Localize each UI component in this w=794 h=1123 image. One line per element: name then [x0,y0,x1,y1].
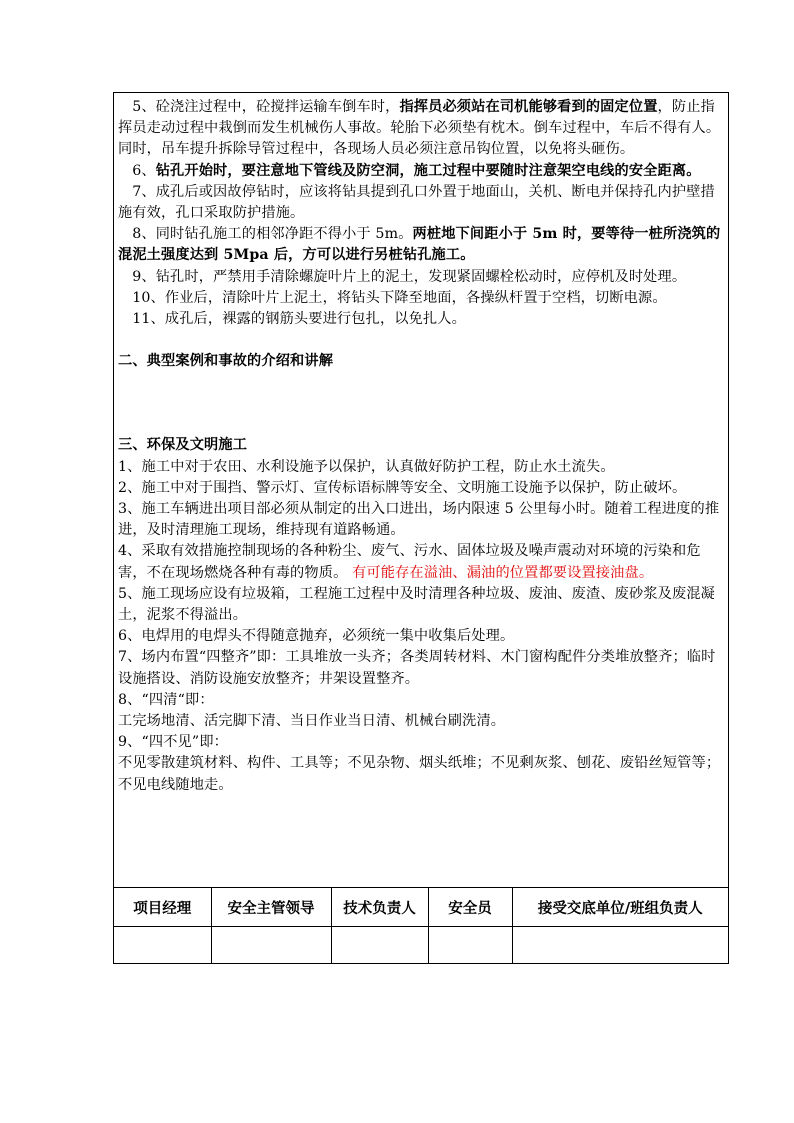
rule-9: 9、钻孔时，严禁用手清除螺旋叶片上的泥土，发现紧固螺栓松动时，应停机及时处理。 [132,268,687,285]
env-item-9-title: 9、“四不见”即： [118,734,229,751]
env-item-7: 7、场内布置“四整齐”即：工具堆放一头齐；各类周转材料、木门窗构配件分类堆放整齐；临时设施搭设、消防设施安放整齐；井架设置整齐。 [118,649,716,687]
signature-cell[interactable] [114,927,211,965]
spacer [118,330,725,351]
spacer [118,372,725,435]
env-item-9-detail: 不见零散建筑材料、构件、工具等；不见杂物、烟头纸堆；不见剩灰浆、刨花、废铅丝短管等；不见电线随地走。 [118,755,721,793]
section-3-title: 三、环保及文明施工 [118,437,248,454]
header-safety-supervisor: 安全主管领导 [211,888,331,927]
document-frame [113,92,729,964]
env-item-2: 2、施工中对于围挡、警示灯、宣传标语标牌等安全、文明施工设施予以保护，防止破坏。 [118,479,687,496]
header-technical-lead: 技术负责人 [331,888,428,927]
section-2-title: 二、典型案例和事故的介绍和讲解 [118,353,334,370]
oil-tray-warning: 有可能存在溢油、漏油的位置都要设置接油盘。 [347,564,654,581]
env-item-6: 6、电焊用的电焊头不得随意抛弃，必须统一集中收集后处理。 [118,628,515,645]
env-item-4: 4、采取有效措施控制现场的各种粉尘、废气、污水、固体垃圾及噪声震动对环境的污染和危害，不在现场燃烧各种有毒的物质。 有可能存在溢油、漏油的位置都要设置接油盘。 [118,543,701,581]
rule-10: 10、作业后，清除叶片上泥土，将钻头下降至地面，各操纵杆置于空档，切断电源。 [132,289,667,306]
signature-cell[interactable] [428,927,512,965]
signature-header-row [114,888,728,927]
header-receiving-unit: 接受交底单位/班组负责人 [512,888,728,927]
rule-7: 7、成孔后或因故停钻时，应该将钻具提到孔口外置于地面山，关机、断电并保持孔内护壁措施有效，孔口采取防护措施。 [118,183,715,222]
signature-table [114,887,728,964]
document-body [114,93,728,888]
rule-6: 6、钻孔开始时，要注意地下管线及防空洞，施工过程中要随时注意架空电线的安全距离。 [132,162,701,179]
env-item-5: 5、施工现场应设有垃圾箱，工程施工过程中及时清理各种垃圾、废油、废渣、废砂浆及废混凝土，泥浆不得溢出。 [118,585,716,624]
signature-cell[interactable] [211,927,331,965]
env-item-1: 1、施工中对于农田、水利设施予以保护，认真做好防护工程，防止水土流失。 [118,458,615,475]
env-item-8-title: 8、“四清“即： [118,691,214,708]
signature-row [114,927,728,965]
header-safety-officer: 安全员 [428,888,512,927]
env-item-3: 3、施工车辆进出项目部必须从制定的出入口进出，场内限速 5 公里每小时。随着工程进度的推进，及时清理施工现场，维持现有道路畅通。 [118,501,720,539]
signature-cell[interactable] [331,927,428,965]
rule-11: 11、成孔后，裸露的钢筋头要进行包扎，以免扎人。 [132,311,466,328]
signature-cell[interactable] [512,927,728,965]
header-project-manager: 项目经理 [114,888,211,927]
rule-8: 8、同时钻孔施工的相邻净距不得小于 5m。两桩地下间距小于 5m 时，要等待一桩所浇筑的混泥土强度达到 5Mpa 后，方可以进行另桩钻孔施工。 [118,226,721,264]
rule-5: 5、砼浇注过程中，砼搅拌运输车倒车时，指挥员必须站在司机能够看到的固定位置，防止指挥员走动过程中栽倒而发生机械伤人事故。轮胎下必须垫有枕木。倒车过程中，车后不得有人。同时，吊车提升拆除导管过程中，各现场人员必须注意吊钩位置，以免将头砸伤。 [118,99,721,158]
env-item-8-detail: 工完场地清、活完脚下清、当日作业当日清、机械台刷洗清。 [118,713,506,730]
